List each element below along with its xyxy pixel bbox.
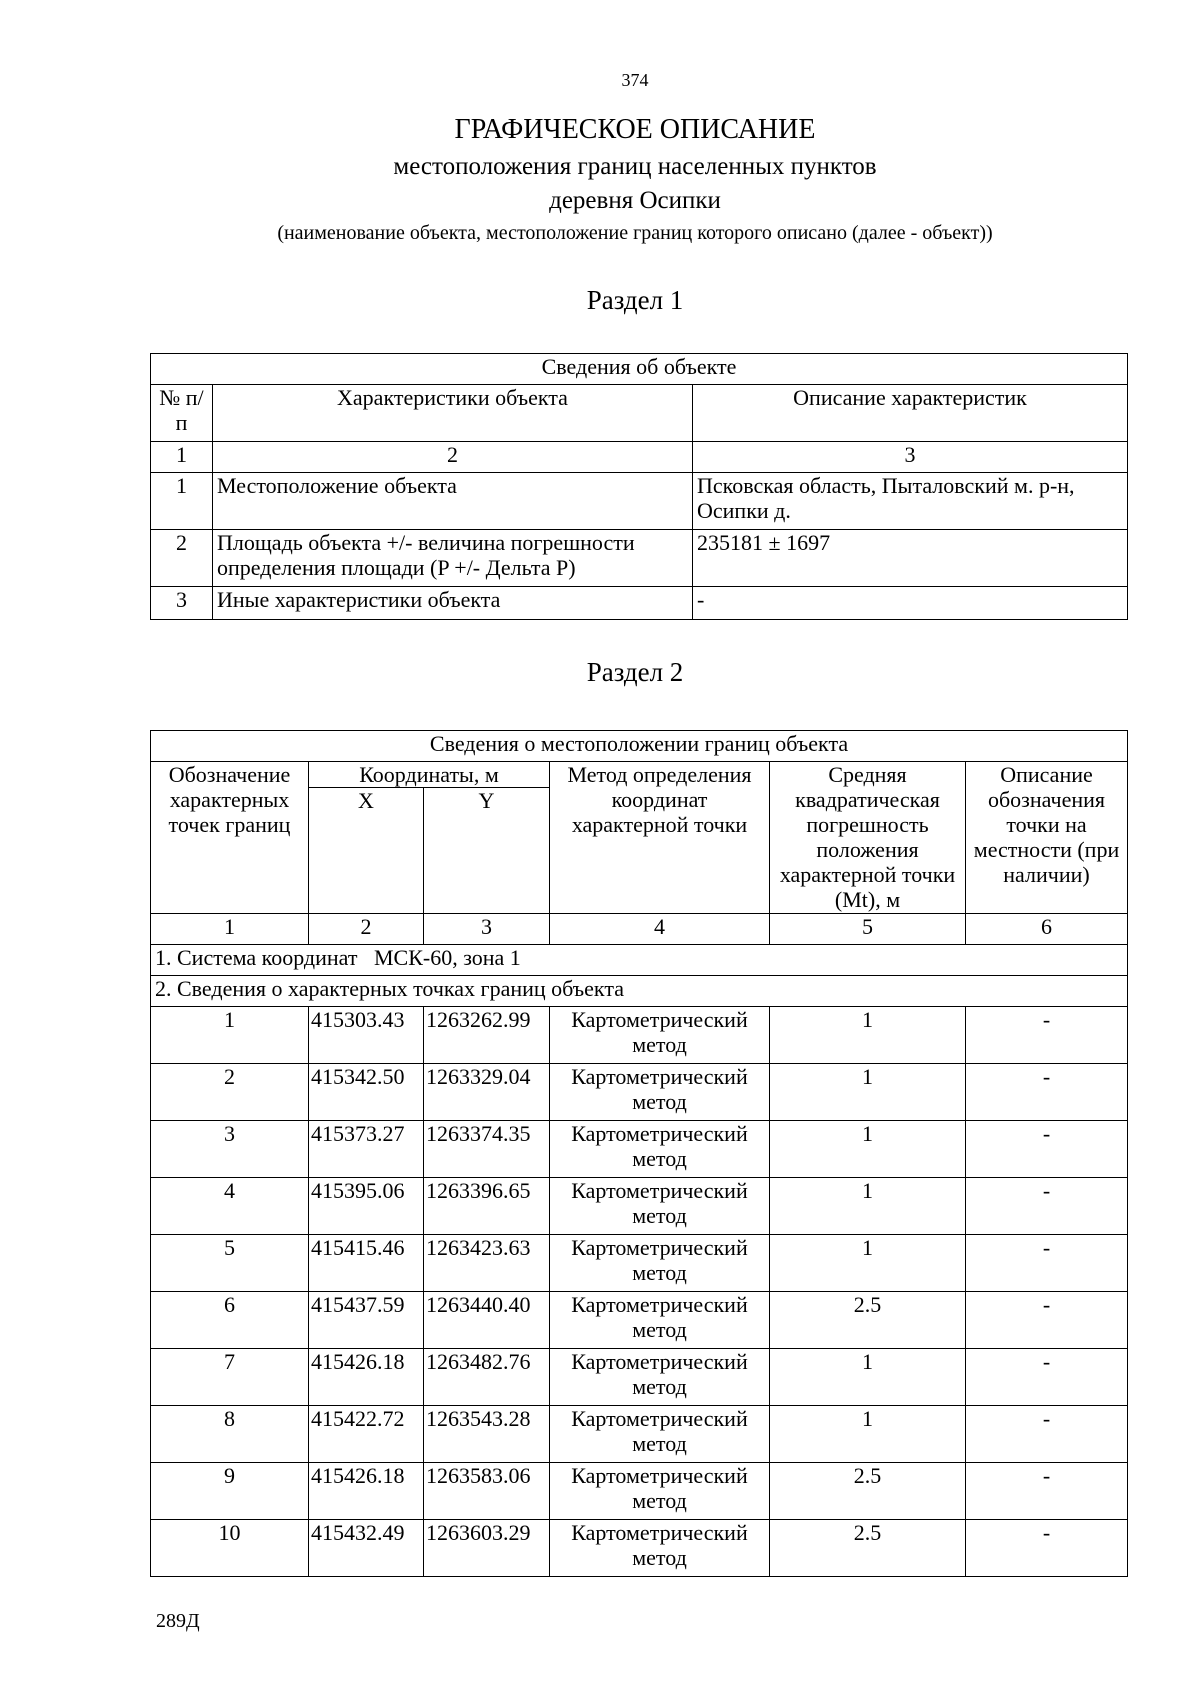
point-y: 1263396.65 bbox=[424, 1178, 550, 1235]
object-info-table bbox=[150, 353, 1128, 620]
point-y: 1263583.06 bbox=[424, 1463, 550, 1520]
row-value: 235181 ± 1697 bbox=[693, 530, 1128, 587]
table-row bbox=[151, 1463, 1128, 1520]
table-row bbox=[151, 1520, 1128, 1577]
table-row bbox=[151, 1121, 1128, 1178]
point-description: - bbox=[966, 1463, 1128, 1520]
col-header-number: № п/п bbox=[151, 385, 213, 442]
col-number: 1 bbox=[151, 442, 213, 473]
point-id: 1 bbox=[151, 1007, 309, 1064]
col-header-accuracy: Средняя квадратическая погрешность положения характерной точки (Mt), м bbox=[770, 762, 966, 914]
row-value: Псковская область, Пыталовский м. р-н, Осипки д. bbox=[693, 473, 1128, 530]
col-number: 3 bbox=[693, 442, 1128, 473]
col-header-coords: Координаты, м bbox=[309, 762, 550, 788]
coordinate-system-row bbox=[151, 945, 1128, 976]
point-method: Картометрический метод bbox=[550, 1349, 770, 1406]
points-body bbox=[151, 1007, 1128, 1577]
point-method: Картометрический метод bbox=[550, 1406, 770, 1463]
table-row bbox=[151, 1064, 1128, 1121]
point-description: - bbox=[966, 1235, 1128, 1292]
table-title-row bbox=[151, 731, 1128, 762]
page-number: 374 bbox=[621, 70, 649, 90]
row-number: 1 bbox=[151, 473, 213, 530]
point-id: 4 bbox=[151, 1178, 309, 1235]
col-header-method: Метод определения координат характерной точки bbox=[550, 762, 770, 914]
point-accuracy: 1 bbox=[770, 1064, 966, 1121]
table-row bbox=[151, 1178, 1128, 1235]
point-description: - bbox=[966, 1007, 1128, 1064]
document-title: ГРАФИЧЕСКОЕ ОПИСАНИЕ bbox=[454, 114, 816, 145]
header-row bbox=[151, 762, 1128, 788]
section1-heading: Раздел 1 bbox=[586, 285, 684, 315]
col-number: 2 bbox=[309, 914, 424, 945]
point-x: 415303.43 bbox=[309, 1007, 424, 1064]
point-x: 415415.46 bbox=[309, 1235, 424, 1292]
point-x: 415426.18 bbox=[309, 1349, 424, 1406]
point-id: 3 bbox=[151, 1121, 309, 1178]
point-description: - bbox=[966, 1292, 1128, 1349]
point-method: Картометрический метод bbox=[550, 1520, 770, 1577]
col-header-description: Описание характеристик bbox=[693, 385, 1128, 442]
point-id: 7 bbox=[151, 1349, 309, 1406]
point-y: 1263374.35 bbox=[424, 1121, 550, 1178]
row-characteristic: Площадь объекта +/- величина погрешности определения площади (P +/- Дельта P) bbox=[213, 530, 693, 587]
row-characteristic: Иные характеристики объекта bbox=[213, 587, 693, 620]
table-row bbox=[151, 587, 1128, 620]
point-id: 8 bbox=[151, 1406, 309, 1463]
point-x: 415426.18 bbox=[309, 1463, 424, 1520]
col-number: 5 bbox=[770, 914, 966, 945]
point-method: Картометрический метод bbox=[550, 1121, 770, 1178]
header-row bbox=[151, 385, 1128, 442]
point-description: - bbox=[966, 1520, 1128, 1577]
table-title: Сведения об объекте bbox=[151, 354, 1128, 385]
point-description: - bbox=[966, 1064, 1128, 1121]
col-number: 2 bbox=[213, 442, 693, 473]
col-header-description: Описание обозначения точки на местности (при наличии) bbox=[966, 762, 1128, 914]
coordinate-system: 1. Система координат МСК-60, зона 1 bbox=[151, 945, 1128, 976]
row-characteristic: Местоположение объекта bbox=[213, 473, 693, 530]
point-x: 415342.50 bbox=[309, 1064, 424, 1121]
point-accuracy: 1 bbox=[770, 1178, 966, 1235]
point-x: 415432.49 bbox=[309, 1520, 424, 1577]
object-caption: (наименование объекта, местоположение границ которого описано (далее - объект)) bbox=[277, 222, 993, 244]
document-code: 289Д bbox=[156, 1610, 200, 1632]
point-accuracy: 1 bbox=[770, 1235, 966, 1292]
point-method: Картометрический метод bbox=[550, 1292, 770, 1349]
point-id: 9 bbox=[151, 1463, 309, 1520]
point-y: 1263603.29 bbox=[424, 1520, 550, 1577]
boundary-points-table bbox=[150, 730, 1128, 1577]
col-number: 4 bbox=[550, 914, 770, 945]
table-row bbox=[151, 1406, 1128, 1463]
table-row bbox=[151, 1007, 1128, 1064]
point-description: - bbox=[966, 1349, 1128, 1406]
row-value: - bbox=[693, 587, 1128, 620]
col-number: 3 bbox=[424, 914, 550, 945]
point-id: 2 bbox=[151, 1064, 309, 1121]
point-method: Картометрический метод bbox=[550, 1064, 770, 1121]
point-id: 6 bbox=[151, 1292, 309, 1349]
point-accuracy: 2.5 bbox=[770, 1292, 966, 1349]
table-title: Сведения о местоположении границ объекта bbox=[151, 731, 1128, 762]
point-method: Картометрический метод bbox=[550, 1178, 770, 1235]
point-method: Картометрический метод bbox=[550, 1235, 770, 1292]
point-y: 1263543.28 bbox=[424, 1406, 550, 1463]
points-section-title: 2. Сведения о характерных точках границ объекта bbox=[151, 976, 1128, 1007]
row-number: 2 bbox=[151, 530, 213, 587]
point-accuracy: 1 bbox=[770, 1007, 966, 1064]
point-x: 415437.59 bbox=[309, 1292, 424, 1349]
point-method: Картометрический метод bbox=[550, 1007, 770, 1064]
col-header-designation: Обозначение характерных точек границ bbox=[151, 762, 309, 914]
col-number: 6 bbox=[966, 914, 1128, 945]
table-row bbox=[151, 530, 1128, 587]
point-id: 10 bbox=[151, 1520, 309, 1577]
point-description: - bbox=[966, 1178, 1128, 1235]
point-method: Картометрический метод bbox=[550, 1463, 770, 1520]
table-row bbox=[151, 1235, 1128, 1292]
point-x: 415422.72 bbox=[309, 1406, 424, 1463]
point-x: 415373.27 bbox=[309, 1121, 424, 1178]
point-y: 1263482.76 bbox=[424, 1349, 550, 1406]
points-section-row bbox=[151, 976, 1128, 1007]
point-y: 1263262.99 bbox=[424, 1007, 550, 1064]
point-accuracy: 1 bbox=[770, 1349, 966, 1406]
col-header-y: Y bbox=[424, 788, 550, 914]
point-y: 1263440.40 bbox=[424, 1292, 550, 1349]
point-x: 415395.06 bbox=[309, 1178, 424, 1235]
table-row bbox=[151, 473, 1128, 530]
point-description: - bbox=[966, 1406, 1128, 1463]
point-accuracy: 1 bbox=[770, 1121, 966, 1178]
table-row bbox=[151, 1292, 1128, 1349]
table-row bbox=[151, 1349, 1128, 1406]
row-number: 3 bbox=[151, 587, 213, 620]
col-header-x: X bbox=[309, 788, 424, 914]
point-accuracy: 2.5 bbox=[770, 1463, 966, 1520]
point-description: - bbox=[966, 1121, 1128, 1178]
table-title-row bbox=[151, 354, 1128, 385]
point-accuracy: 1 bbox=[770, 1406, 966, 1463]
col-header-characteristics: Характеристики объекта bbox=[213, 385, 693, 442]
point-accuracy: 2.5 bbox=[770, 1520, 966, 1577]
column-numbers-row bbox=[151, 914, 1128, 945]
column-numbers-row bbox=[151, 442, 1128, 473]
point-y: 1263329.04 bbox=[424, 1064, 550, 1121]
point-y: 1263423.63 bbox=[424, 1235, 550, 1292]
section2-heading: Раздел 2 bbox=[586, 657, 684, 687]
point-id: 5 bbox=[151, 1235, 309, 1292]
col-number: 1 bbox=[151, 914, 309, 945]
document-subtitle: местоположения границ населенных пунктов bbox=[393, 153, 877, 180]
object-name: деревня Осипки bbox=[549, 187, 721, 214]
